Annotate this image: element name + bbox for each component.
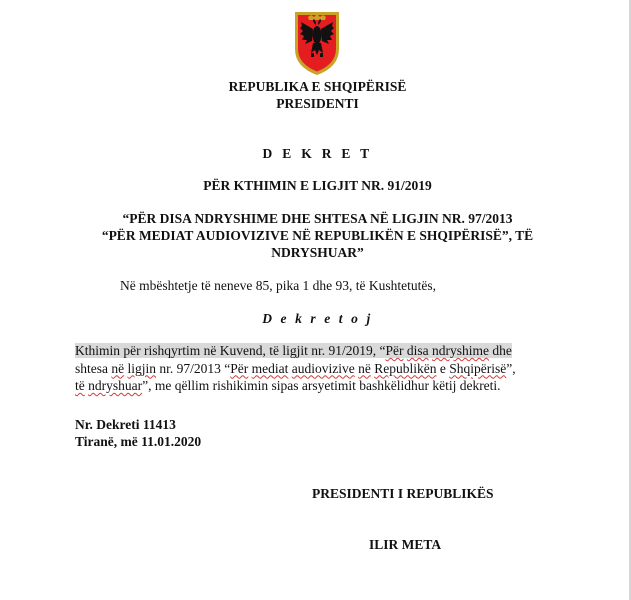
albanian-coat-of-arms-icon bbox=[292, 9, 342, 77]
subject-line-3: NDRYSHUAR” bbox=[271, 245, 364, 260]
header-president: PRESIDENTI bbox=[276, 96, 359, 111]
place-date: Tiranë, më 11.01.2020 bbox=[75, 434, 202, 449]
decree-subject bbox=[40, 210, 595, 261]
signature-name: ILIR META bbox=[369, 537, 442, 552]
decree-verb: D e k r e t o j bbox=[262, 311, 373, 326]
signature-title: PRESIDENTI I REPUBLIKËS bbox=[312, 486, 494, 501]
decree-title: PËR KTHIMIN E LIGJIT NR. 91/2019 bbox=[203, 178, 432, 193]
header-republic: REPUBLIKA E SHQIPËRISË bbox=[228, 79, 407, 94]
decree-number: Nr. Dekreti 11413 bbox=[75, 417, 176, 432]
subject-line-2: “PËR MEDIAT AUDIOVIZIVE NË REPUBLIKËN E SHQIPËRISË”, TË bbox=[101, 228, 534, 243]
document-type: D E K R E T bbox=[262, 146, 373, 161]
decree-body: Kthimin për rishqyrtim në Kuvend, të ligjit nr. 91/2019, “Për disa ndryshime dhe shtesa në ligjin nr. 97/2013 “Për mediat audiovizive në Republikën e Shqipërisë”, të ndryshuar”, me qëllim rishikimin sipas arsyetimit bashkëlidhur këtij dekreti. bbox=[75, 343, 516, 393]
subject-line-1: “PËR DISA NDRYSHIME DHE SHTESA NË LIGJIN NR. 97/2013 bbox=[122, 211, 513, 226]
highlighted-text: Kthimin për rishqyrtim në Kuvend, të ligjit nr. 91/2019, “Për disa ndryshime dhe bbox=[75, 343, 512, 358]
legal-basis: Në mbështetje të neneve 85, pika 1 dhe 93, të Kushtetutës, bbox=[120, 278, 437, 293]
